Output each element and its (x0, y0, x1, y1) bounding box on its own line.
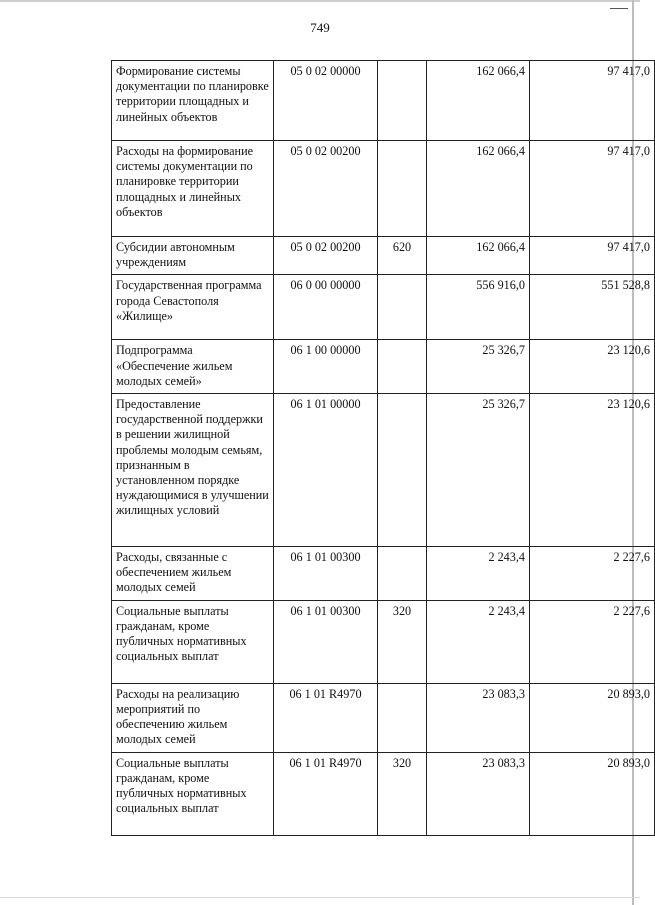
row-type-cell (378, 683, 427, 752)
row-type-cell (378, 547, 427, 601)
table-row (112, 683, 655, 752)
row-type-cell (378, 275, 427, 340)
row-value2-cell: 2 227,6 (530, 547, 655, 601)
row-type-cell (378, 340, 427, 394)
table-row (112, 600, 655, 683)
scan-corner-mark (610, 8, 628, 9)
row-code-cell: 05 0 02 00200 (274, 141, 378, 237)
row-value2-cell: 2 227,6 (530, 600, 655, 683)
row-value1-cell: 2 243,4 (427, 600, 530, 683)
row-value2-cell: 97 417,0 (530, 141, 655, 237)
row-value2-cell: 97 417,0 (530, 237, 655, 275)
table-row (112, 394, 655, 547)
row-code-cell: 06 1 01 00000 (274, 394, 378, 547)
row-value1-cell: 162 066,4 (427, 237, 530, 275)
table-row (112, 547, 655, 601)
row-value2-cell: 97 417,0 (530, 61, 655, 141)
page-number: 749 (310, 20, 330, 35)
row-name-cell: Социальные выплаты гражданам, кроме публичных нормативных социальных выплат (112, 752, 274, 835)
row-value1-cell: 2 243,4 (427, 547, 530, 601)
table-row (112, 141, 655, 237)
row-value2-cell: 20 893,0 (530, 752, 655, 835)
row-code-cell: 06 1 00 00000 (274, 340, 378, 394)
table-row (112, 275, 655, 340)
table-row (112, 237, 655, 275)
row-type-cell: 320 (378, 600, 427, 683)
table-row (112, 61, 655, 141)
row-value1-cell: 23 083,3 (427, 683, 530, 752)
row-value1-cell: 162 066,4 (427, 141, 530, 237)
row-value1-cell: 25 326,7 (427, 340, 530, 394)
row-value2-cell: 23 120,6 (530, 394, 655, 547)
row-value1-cell: 25 326,7 (427, 394, 530, 547)
row-type-cell (378, 394, 427, 547)
row-name-cell: Подпрограмма «Обеспечение жильем молодых семей» (112, 340, 274, 394)
scan-edge-top (0, 0, 640, 2)
row-code-cell: 06 1 01 R4970 (274, 683, 378, 752)
row-code-cell: 06 0 00 00000 (274, 275, 378, 340)
row-type-cell (378, 141, 427, 237)
row-name-cell: Расходы на формирование системы документации по планировке территории площадных и линейных объектов (112, 141, 274, 237)
row-name-cell: Расходы, связанные с обеспечением жильем молодых семей (112, 547, 274, 601)
row-name-cell: Социальные выплаты гражданам, кроме публичных нормативных социальных выплат (112, 600, 274, 683)
row-code-cell: 06 1 01 00300 (274, 547, 378, 601)
row-code-cell: 06 1 01 00300 (274, 600, 378, 683)
row-name-cell: Субсидии автономным учреждениям (112, 237, 274, 275)
row-name-cell: Расходы на реализацию мероприятий по обеспечению жильем молодых семей (112, 683, 274, 752)
row-code-cell: 05 0 02 00000 (274, 61, 378, 141)
row-code-cell: 06 1 01 R4970 (274, 752, 378, 835)
row-name-cell: Государственная программа города Севастополя «Жилище» (112, 275, 274, 340)
row-type-cell: 320 (378, 752, 427, 835)
row-name-cell: Предоставление государственной поддержки в решении жилищной проблемы молодым семьям, признанным в установленном порядке нуждающимися в улучшении жилищных условий (112, 394, 274, 547)
row-value1-cell: 162 066,4 (427, 61, 530, 141)
table-row (112, 340, 655, 394)
row-value2-cell: 23 120,6 (530, 340, 655, 394)
row-type-cell (378, 61, 427, 141)
row-value2-cell: 20 893,0 (530, 683, 655, 752)
table-row (112, 752, 655, 835)
row-type-cell: 620 (378, 237, 427, 275)
budget-table (111, 60, 655, 836)
row-name-cell: Формирование системы документации по планировке территории площадных и линейных объектов (112, 61, 274, 141)
row-code-cell: 05 0 02 00200 (274, 237, 378, 275)
scan-edge-bottom (0, 897, 640, 898)
row-value1-cell: 23 083,3 (427, 752, 530, 835)
row-value1-cell: 556 916,0 (427, 275, 530, 340)
row-value2-cell: 551 528,8 (530, 275, 655, 340)
